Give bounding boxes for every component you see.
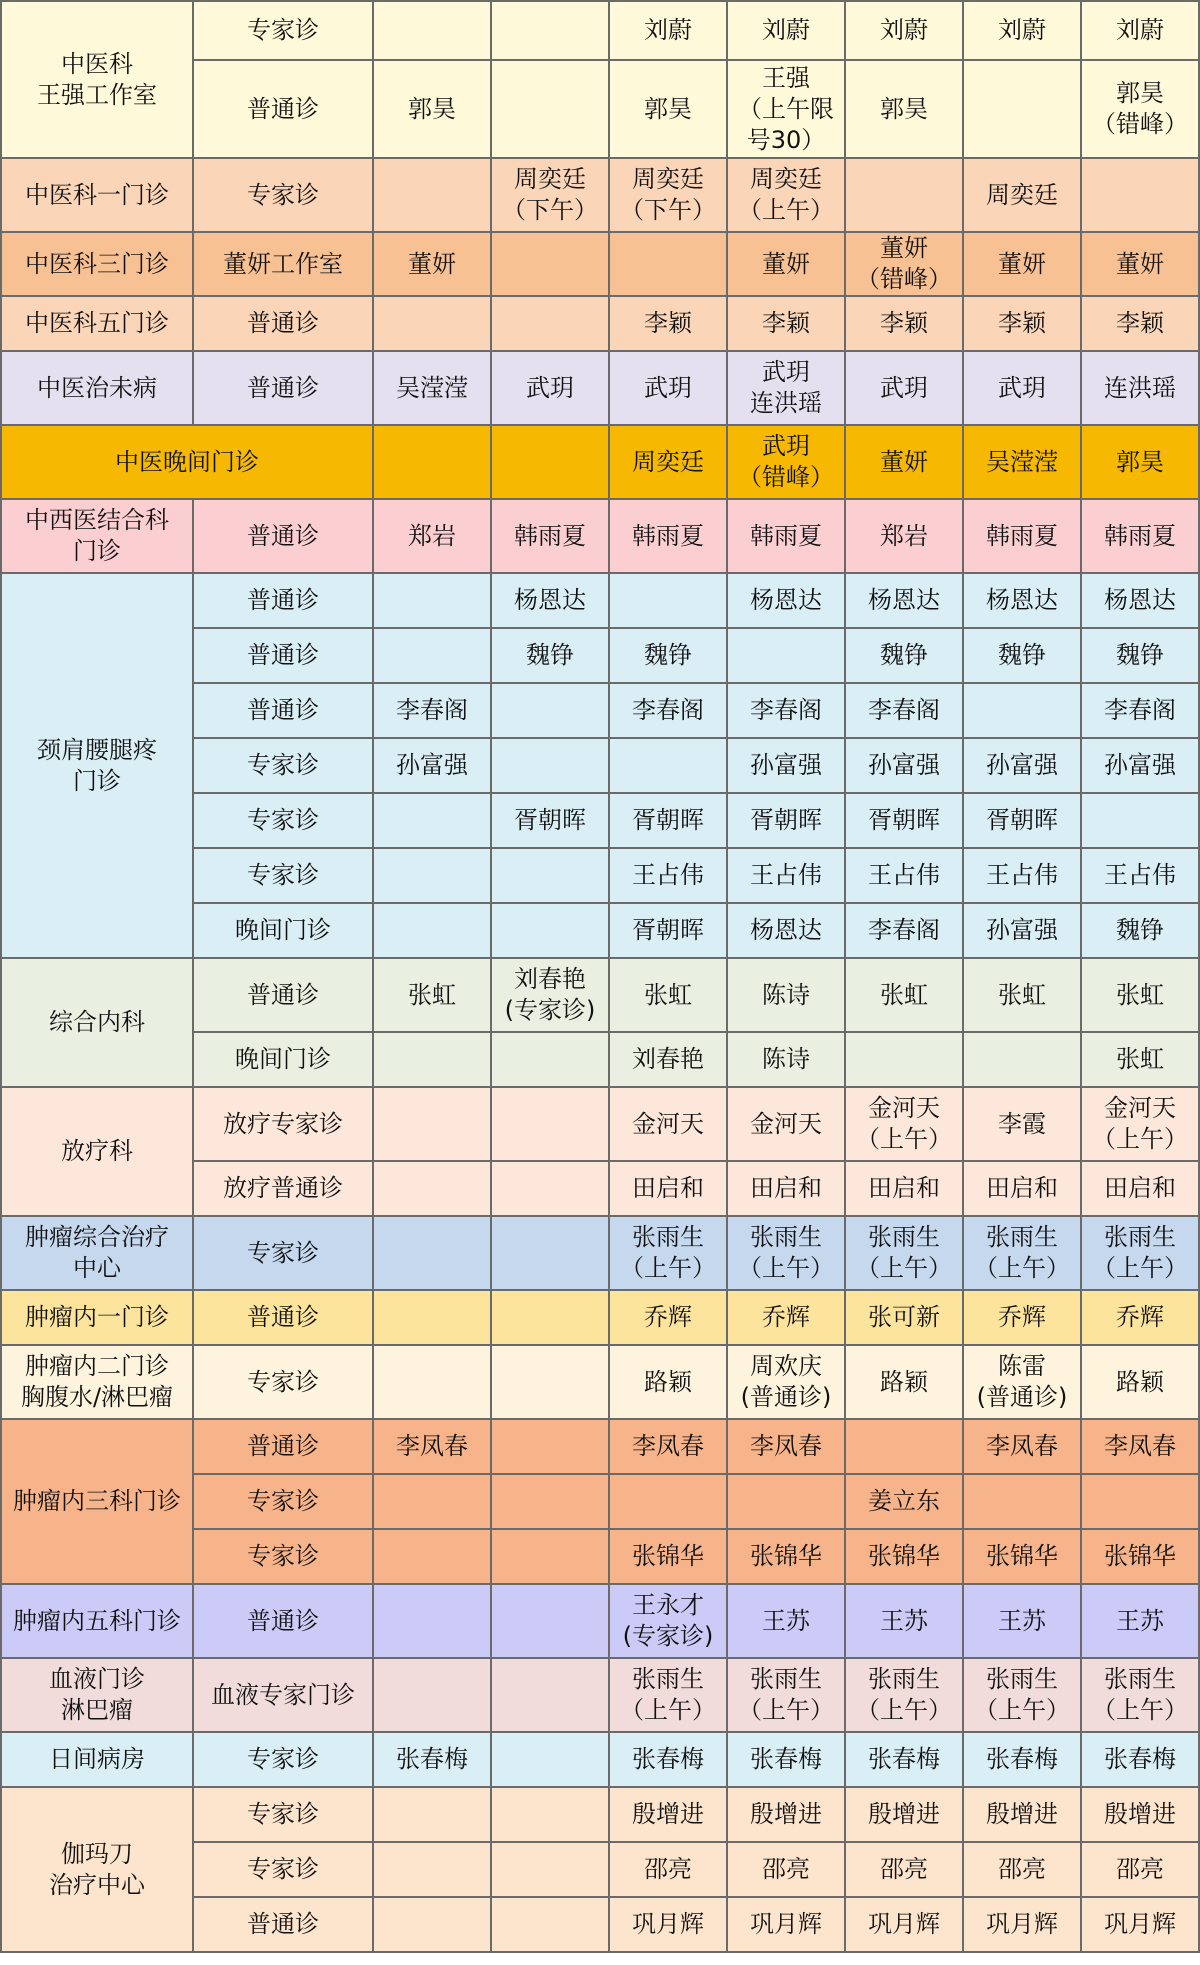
doctor-cell [373, 903, 491, 958]
doctor-cell: 张春梅 [1081, 1732, 1199, 1787]
doctor-cell: 韩雨夏 [609, 499, 727, 573]
doctor-cell [491, 1419, 609, 1474]
doctor-cell: 刘蔚 [1081, 1, 1199, 60]
doctor-cell [373, 1290, 491, 1345]
doctor-cell: 郭昊 [845, 60, 963, 158]
doctor-cell [491, 1897, 609, 1952]
doctor-cell [727, 1474, 845, 1529]
schedule-row [1, 425, 1199, 499]
doctor-cell [373, 1345, 491, 1419]
clinic-type: 专家诊 [193, 738, 373, 793]
doctor-cell [373, 1787, 491, 1842]
doctor-cell: 胥朝晖 [491, 793, 609, 848]
doctor-cell: 魏铮 [491, 628, 609, 683]
doctor-cell: 孙富强 [1081, 738, 1199, 793]
doctor-cell: 陈诗 [727, 1032, 845, 1087]
doctor-cell: 邵亮 [609, 1842, 727, 1897]
doctor-cell [373, 848, 491, 903]
doctor-cell: 张锦华 [1081, 1529, 1199, 1584]
department-name: 中医科五门诊 [1, 296, 193, 351]
department-name: 颈肩腰腿疼 门诊 [1, 573, 193, 958]
doctor-cell [491, 1345, 609, 1419]
department-name: 中医治未病 [1, 351, 193, 425]
department-name: 中医科三门诊 [1, 232, 193, 296]
schedule-row [1, 158, 1199, 232]
doctor-cell [1081, 158, 1199, 232]
doctor-cell: 王占伟 [963, 848, 1081, 903]
doctor-cell: 李凤春 [963, 1419, 1081, 1474]
doctor-cell: 董妍 [727, 232, 845, 296]
clinic-type: 放疗普通诊 [193, 1161, 373, 1216]
doctor-cell: 李春阁 [727, 683, 845, 738]
clinic-type: 专家诊 [193, 158, 373, 232]
doctor-cell: 李霞 [963, 1087, 1081, 1161]
doctor-cell: 孙富强 [373, 738, 491, 793]
doctor-cell [373, 1216, 491, 1290]
doctor-cell: 刘春艳 [609, 1032, 727, 1087]
doctor-cell: 田启和 [845, 1161, 963, 1216]
doctor-cell: 王苏 [963, 1584, 1081, 1658]
doctor-cell [373, 1584, 491, 1658]
doctor-cell: 李颖 [963, 296, 1081, 351]
doctor-cell [491, 903, 609, 958]
doctor-cell: 郭昊 （错峰） [1081, 60, 1199, 158]
doctor-cell: 张春梅 [845, 1732, 963, 1787]
doctor-cell: 周奕廷 [609, 425, 727, 499]
clinic-type: 普通诊 [193, 628, 373, 683]
doctor-cell [491, 1842, 609, 1897]
department-name: 肿瘤内二门诊 胸腹水/淋巴瘤 [1, 1345, 193, 1419]
doctor-cell [373, 1087, 491, 1161]
doctor-cell: 王占伟 [727, 848, 845, 903]
doctor-cell: 李凤春 [727, 1419, 845, 1474]
doctor-cell [491, 1032, 609, 1087]
doctor-cell: 李凤春 [373, 1419, 491, 1474]
doctor-cell [491, 425, 609, 499]
doctor-cell [373, 1897, 491, 1952]
doctor-cell: 韩雨夏 [963, 499, 1081, 573]
department-name: 综合内科 [1, 958, 193, 1087]
doctor-cell [491, 1087, 609, 1161]
doctor-cell [491, 848, 609, 903]
clinic-type: 专家诊 [193, 1, 373, 60]
doctor-cell [491, 1787, 609, 1842]
doctor-cell [491, 1290, 609, 1345]
doctor-cell: 武玥 连洪瑶 [727, 351, 845, 425]
schedule-row [1, 573, 1199, 628]
clinic-type: 血液专家门诊 [193, 1658, 373, 1732]
doctor-cell: 韩雨夏 [1081, 499, 1199, 573]
doctor-cell: 周欢庆 (普通诊) [727, 1345, 845, 1419]
clinic-type: 放疗专家诊 [193, 1087, 373, 1161]
doctor-cell: 魏铮 [845, 628, 963, 683]
doctor-cell: 路颖 [1081, 1345, 1199, 1419]
doctor-cell [373, 628, 491, 683]
doctor-cell: 魏铮 [1081, 903, 1199, 958]
doctor-cell: 魏铮 [609, 628, 727, 683]
schedule-row [1, 1584, 1199, 1658]
doctor-cell: 殷增进 [609, 1787, 727, 1842]
doctor-cell: 李颖 [609, 296, 727, 351]
doctor-cell: 周奕廷 （下午） [491, 158, 609, 232]
doctor-cell [845, 1032, 963, 1087]
doctor-cell: 邵亮 [727, 1842, 845, 1897]
doctor-cell [609, 573, 727, 628]
doctor-cell [963, 60, 1081, 158]
schedule-row [1, 958, 1199, 1032]
doctor-cell: 魏铮 [963, 628, 1081, 683]
doctor-cell: 李颖 [1081, 296, 1199, 351]
clinic-type: 专家诊 [193, 1216, 373, 1290]
schedule-row [1, 1290, 1199, 1345]
doctor-cell [491, 1529, 609, 1584]
doctor-cell: 杨恩达 [963, 573, 1081, 628]
doctor-cell: 张雨生 （上午） [845, 1216, 963, 1290]
clinic-type: 专家诊 [193, 1732, 373, 1787]
doctor-cell: 张雨生 （上午） [1081, 1216, 1199, 1290]
doctor-cell: 田启和 [1081, 1161, 1199, 1216]
clinic-type: 普通诊 [193, 1419, 373, 1474]
doctor-cell: 邵亮 [1081, 1842, 1199, 1897]
doctor-cell: 王苏 [727, 1584, 845, 1658]
department-name: 肿瘤内三科门诊 [1, 1419, 193, 1584]
doctor-cell: 殷增进 [845, 1787, 963, 1842]
department-name: 日间病房 [1, 1732, 193, 1787]
doctor-cell [491, 738, 609, 793]
doctor-cell [491, 1658, 609, 1732]
doctor-cell: 孙富强 [963, 738, 1081, 793]
department-name: 中西医结合科 门诊 [1, 499, 193, 573]
doctor-cell: 周奕廷 [963, 158, 1081, 232]
doctor-cell: 乔辉 [1081, 1290, 1199, 1345]
department-name: 肿瘤内五科门诊 [1, 1584, 193, 1658]
doctor-cell: 张春梅 [373, 1732, 491, 1787]
doctor-cell: 李颖 [845, 296, 963, 351]
doctor-cell [491, 296, 609, 351]
department-name: 肿瘤内一门诊 [1, 1290, 193, 1345]
doctor-cell: 陈雷 (普通诊) [963, 1345, 1081, 1419]
doctor-cell: 姜立东 [845, 1474, 963, 1529]
doctor-cell: 张锦华 [727, 1529, 845, 1584]
doctor-cell: 张雨生 （上午） [963, 1658, 1081, 1732]
department-name: 血液门诊 淋巴瘤 [1, 1658, 193, 1732]
doctor-cell [845, 1419, 963, 1474]
doctor-cell: 李春阁 [1081, 683, 1199, 738]
doctor-cell: 乔辉 [963, 1290, 1081, 1345]
doctor-cell: 金河天 （上午） [1081, 1087, 1199, 1161]
doctor-cell [963, 683, 1081, 738]
doctor-cell: 韩雨夏 [727, 499, 845, 573]
doctor-cell [373, 793, 491, 848]
doctor-cell: 王苏 [845, 1584, 963, 1658]
doctor-cell: 董妍 [963, 232, 1081, 296]
clinic-type: 普通诊 [193, 1897, 373, 1952]
doctor-cell: 张雨生 （上午） [845, 1658, 963, 1732]
doctor-cell [963, 1474, 1081, 1529]
doctor-cell: 田启和 [727, 1161, 845, 1216]
doctor-cell [491, 1474, 609, 1529]
doctor-cell: 孙富强 [845, 738, 963, 793]
doctor-cell: 胥朝晖 [727, 793, 845, 848]
doctor-cell: 周奕廷 （上午） [727, 158, 845, 232]
doctor-cell: 王苏 [1081, 1584, 1199, 1658]
doctor-cell: 巩月辉 [845, 1897, 963, 1952]
doctor-cell: 陈诗 [727, 958, 845, 1032]
doctor-cell: 郑岩 [845, 499, 963, 573]
doctor-cell: 张可新 [845, 1290, 963, 1345]
doctor-cell: 杨恩达 [491, 573, 609, 628]
clinic-type: 普通诊 [193, 499, 373, 573]
doctor-cell: 张锦华 [609, 1529, 727, 1584]
doctor-cell: 周奕廷 （下午） [609, 158, 727, 232]
doctor-cell [609, 1474, 727, 1529]
doctor-cell [491, 1, 609, 60]
clinic-type: 专家诊 [193, 1474, 373, 1529]
doctor-cell: 连洪瑶 [1081, 351, 1199, 425]
doctor-cell: 董妍 [845, 425, 963, 499]
clinic-type: 专家诊 [193, 848, 373, 903]
doctor-cell: 张虹 [1081, 958, 1199, 1032]
schedule-row [1, 351, 1199, 425]
doctor-cell: 武玥 [845, 351, 963, 425]
doctor-cell [491, 232, 609, 296]
doctor-cell: 郭昊 [373, 60, 491, 158]
schedule-row [1, 296, 1199, 351]
doctor-cell [373, 425, 491, 499]
doctor-cell [373, 1529, 491, 1584]
doctor-cell: 张虹 [373, 958, 491, 1032]
department-name: 中医科一门诊 [1, 158, 193, 232]
doctor-cell [373, 296, 491, 351]
doctor-cell: 郑岩 [373, 499, 491, 573]
department-name: 肿瘤综合治疗 中心 [1, 1216, 193, 1290]
clinic-type: 普通诊 [193, 573, 373, 628]
doctor-cell: 殷增进 [727, 1787, 845, 1842]
doctor-cell [1081, 793, 1199, 848]
doctor-cell: 乔辉 [727, 1290, 845, 1345]
doctor-cell: 郭昊 [609, 60, 727, 158]
doctor-cell [373, 1842, 491, 1897]
doctor-cell: 巩月辉 [963, 1897, 1081, 1952]
doctor-cell: 邵亮 [963, 1842, 1081, 1897]
doctor-cell: 李颖 [727, 296, 845, 351]
schedule-row [1, 1658, 1199, 1732]
doctor-cell: 杨恩达 [1081, 573, 1199, 628]
doctor-cell: 巩月辉 [1081, 1897, 1199, 1952]
doctor-cell: 董妍 [373, 232, 491, 296]
doctor-cell: 巩月辉 [609, 1897, 727, 1952]
doctor-cell [491, 683, 609, 738]
doctor-cell: 路颖 [845, 1345, 963, 1419]
doctor-cell: 李春阁 [373, 683, 491, 738]
doctor-cell [491, 1216, 609, 1290]
doctor-cell: 张虹 [845, 958, 963, 1032]
doctor-cell: 董妍 （错峰） [845, 232, 963, 296]
doctor-cell [491, 1161, 609, 1216]
doctor-cell: 路颖 [609, 1345, 727, 1419]
doctor-cell: 胥朝晖 [963, 793, 1081, 848]
doctor-cell: 武玥 [609, 351, 727, 425]
doctor-cell: 田启和 [609, 1161, 727, 1216]
schedule-row [1, 499, 1199, 573]
doctor-cell [727, 628, 845, 683]
doctor-cell: 刘春艳 (专家诊) [491, 958, 609, 1032]
doctor-cell [373, 158, 491, 232]
department-name: 中医科 王强工作室 [1, 1, 193, 158]
doctor-cell: 董妍 [1081, 232, 1199, 296]
department-name: 伽玛刀 治疗中心 [1, 1787, 193, 1952]
doctor-cell: 王占伟 [1081, 848, 1199, 903]
doctor-cell [373, 1032, 491, 1087]
clinic-type: 专家诊 [193, 1529, 373, 1584]
doctor-cell: 金河天 [727, 1087, 845, 1161]
doctor-cell: 刘蔚 [609, 1, 727, 60]
doctor-cell: 胥朝晖 [845, 793, 963, 848]
doctor-cell [845, 158, 963, 232]
doctor-cell: 李凤春 [1081, 1419, 1199, 1474]
doctor-cell: 张雨生 （上午） [727, 1658, 845, 1732]
clinic-type: 董妍工作室 [193, 232, 373, 296]
doctor-cell: 杨恩达 [845, 573, 963, 628]
doctor-cell: 张雨生 （上午） [609, 1658, 727, 1732]
schedule-row [1, 1345, 1199, 1419]
department-name: 放疗科 [1, 1087, 193, 1216]
doctor-cell: 吴滢滢 [963, 425, 1081, 499]
doctor-cell: 韩雨夏 [491, 499, 609, 573]
clinic-type: 晚间门诊 [193, 1032, 373, 1087]
doctor-cell [491, 1732, 609, 1787]
doctor-cell: 刘蔚 [963, 1, 1081, 60]
doctor-cell [373, 573, 491, 628]
doctor-cell: 李春阁 [845, 683, 963, 738]
doctor-cell [373, 1474, 491, 1529]
doctor-cell: 张雨生 （上午） [727, 1216, 845, 1290]
doctor-cell: 吴滢滢 [373, 351, 491, 425]
doctor-cell: 张雨生 （上午） [963, 1216, 1081, 1290]
doctor-cell [373, 1161, 491, 1216]
schedule-row [1, 232, 1199, 296]
doctor-cell: 武玥 （错峰） [727, 425, 845, 499]
doctor-cell: 张虹 [963, 958, 1081, 1032]
doctor-cell: 乔辉 [609, 1290, 727, 1345]
doctor-cell [373, 1658, 491, 1732]
clinic-type: 普通诊 [193, 351, 373, 425]
doctor-cell: 郭昊 [1081, 425, 1199, 499]
doctor-cell: 田启和 [963, 1161, 1081, 1216]
doctor-cell: 张虹 [1081, 1032, 1199, 1087]
doctor-cell: 王永才 (专家诊) [609, 1584, 727, 1658]
doctor-cell: 金河天 （上午） [845, 1087, 963, 1161]
schedule-row [1, 1216, 1199, 1290]
clinic-type: 普通诊 [193, 958, 373, 1032]
doctor-cell [963, 1032, 1081, 1087]
doctor-cell: 孙富强 [963, 903, 1081, 958]
doctor-cell: 李凤春 [609, 1419, 727, 1474]
doctor-cell [609, 232, 727, 296]
doctor-cell: 孙富强 [727, 738, 845, 793]
doctor-cell: 巩月辉 [727, 1897, 845, 1952]
clinic-type: 专家诊 [193, 1345, 373, 1419]
clinic-type: 普通诊 [193, 60, 373, 158]
clinic-type: 普通诊 [193, 296, 373, 351]
schedule-row [1, 1, 1199, 60]
doctor-cell [491, 60, 609, 158]
doctor-cell: 刘蔚 [845, 1, 963, 60]
doctor-cell: 邵亮 [845, 1842, 963, 1897]
doctor-cell: 李春阁 [845, 903, 963, 958]
doctor-cell: 武玥 [963, 351, 1081, 425]
schedule-row [1, 1087, 1199, 1161]
doctor-cell: 张虹 [609, 958, 727, 1032]
doctor-cell: 魏铮 [1081, 628, 1199, 683]
doctor-cell: 张锦华 [963, 1529, 1081, 1584]
doctor-cell: 王占伟 [845, 848, 963, 903]
doctor-cell: 张春梅 [609, 1732, 727, 1787]
doctor-cell: 李春阁 [609, 683, 727, 738]
doctor-cell: 张春梅 [727, 1732, 845, 1787]
clinic-type: 普通诊 [193, 1584, 373, 1658]
clinic-type: 普通诊 [193, 683, 373, 738]
schedule-row [1, 1787, 1199, 1842]
doctor-cell [1081, 1474, 1199, 1529]
doctor-cell: 王强 （上午限 号30） [727, 60, 845, 158]
schedule-body [1, 1, 1199, 1952]
clinic-type: 专家诊 [193, 1842, 373, 1897]
doctor-cell: 王占伟 [609, 848, 727, 903]
doctor-cell: 张春梅 [963, 1732, 1081, 1787]
doctor-cell: 张雨生 （上午） [1081, 1658, 1199, 1732]
doctor-cell: 杨恩达 [727, 903, 845, 958]
schedule-row [1, 1419, 1199, 1474]
doctor-cell: 胥朝晖 [609, 793, 727, 848]
clinic-type: 专家诊 [193, 793, 373, 848]
clinic-type: 普通诊 [193, 1290, 373, 1345]
clinic-type: 晚间门诊 [193, 903, 373, 958]
doctor-cell: 张雨生 （上午） [609, 1216, 727, 1290]
doctor-cell [609, 738, 727, 793]
department-name: 中医晚间门诊 [1, 425, 373, 499]
doctor-cell: 杨恩达 [727, 573, 845, 628]
doctor-cell: 刘蔚 [727, 1, 845, 60]
doctor-cell: 金河天 [609, 1087, 727, 1161]
doctor-cell: 武玥 [491, 351, 609, 425]
doctor-cell: 张锦华 [845, 1529, 963, 1584]
schedule-row [1, 1732, 1199, 1787]
doctor-cell [373, 1, 491, 60]
doctor-cell: 殷增进 [1081, 1787, 1199, 1842]
clinic-type: 专家诊 [193, 1787, 373, 1842]
doctor-cell: 胥朝晖 [609, 903, 727, 958]
doctor-cell [491, 1584, 609, 1658]
doctor-cell: 殷增进 [963, 1787, 1081, 1842]
